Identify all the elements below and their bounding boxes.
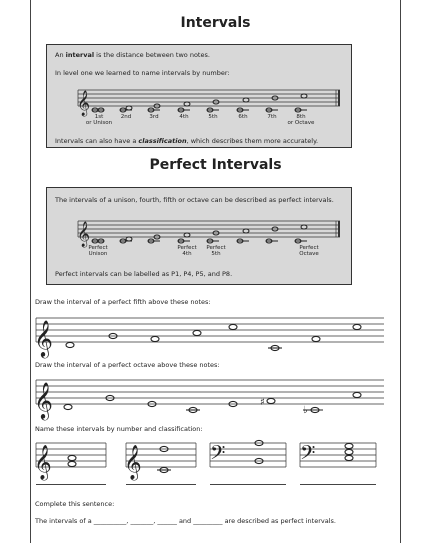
bass-clef: 𝄢 [210,441,226,469]
treble-clef: 𝄞 [77,91,91,116]
treble-clef: 𝄞 [34,319,53,357]
sentence-blank-4[interactable]: _________ [193,517,223,525]
label-line: 6th [238,114,248,120]
perfect-intro: The intervals of a unison, fourth, fifth or octave can be described as perfect intervals. [55,196,334,204]
label-line: 3rd [149,114,159,120]
octave-instruction: Draw the interval of a perfect octave above these notes: [35,361,220,369]
sentence-comma: , [153,517,156,525]
label-line: 4th [182,251,192,257]
label-line: 8th [296,114,306,120]
definition-suffix: is the distance between two notes. [94,51,210,59]
bass-clef: 𝄢 [300,441,316,469]
label-line: 5th [208,114,218,120]
label-line: Perfect [299,245,319,251]
label-line: 7th [267,114,277,120]
label-line: or Octave [287,120,315,126]
sentence-and: and [178,517,192,525]
treble-clef: 𝄞 [34,445,52,480]
sentence-end: are described as perfect intervals. [224,517,336,525]
treble-clef: 𝄞 [124,445,142,480]
sentence-blank-1[interactable]: __________ [93,517,127,525]
label-line: Perfect [88,245,108,251]
complete-instruction: Complete this sentence: [35,500,115,508]
sentence-blank-3[interactable]: ______ [157,517,177,525]
sharp-sign: ♯ [260,397,265,408]
label-line: Perfect [206,245,226,251]
fifth-instruction: Draw the interval of a perfect fifth above these notes: [35,298,211,306]
label-line: Unison [88,251,108,257]
treble-clef: 𝄞 [77,222,91,247]
level-one-text: In level one we learned to name intervals by number: [55,69,230,77]
perfect-intervals-title: Perfect Intervals [149,157,282,173]
sentence-comma: , [126,517,129,525]
answer-line-3[interactable] [210,484,286,485]
answer-line-1[interactable] [36,484,106,485]
label-line: 4th [179,114,189,120]
label-line: 5th [211,251,221,257]
label-line: or Unison [85,120,113,126]
classification-prefix: Intervals can also have a [55,137,139,145]
intervals-title: Intervals [180,15,251,31]
perfect-labelled-text: Perfect intervals can be labelled as P1, P4, P5, and P8. [55,270,233,278]
answer-line-2[interactable] [126,484,196,485]
complete-sentence [35,517,336,525]
flat-sign: ♭ [303,405,308,416]
classification-suffix: , which describes them more accurately. [186,137,319,145]
label-line: 2nd [120,114,132,120]
label-line: 1st [94,114,104,120]
classification-term: classification [138,137,187,145]
answer-line-4[interactable] [300,484,376,485]
name-instruction: Name these intervals by number and classification: [35,425,203,433]
label-line: Perfect [177,245,197,251]
definition-term: interval [65,51,95,59]
treble-clef: 𝄞 [34,381,53,419]
definition-prefix: An [55,51,66,59]
sentence-blank-2[interactable]: _______ [130,517,154,525]
sentence-start: The intervals of a [35,517,92,525]
label-line: Octave [299,251,319,257]
